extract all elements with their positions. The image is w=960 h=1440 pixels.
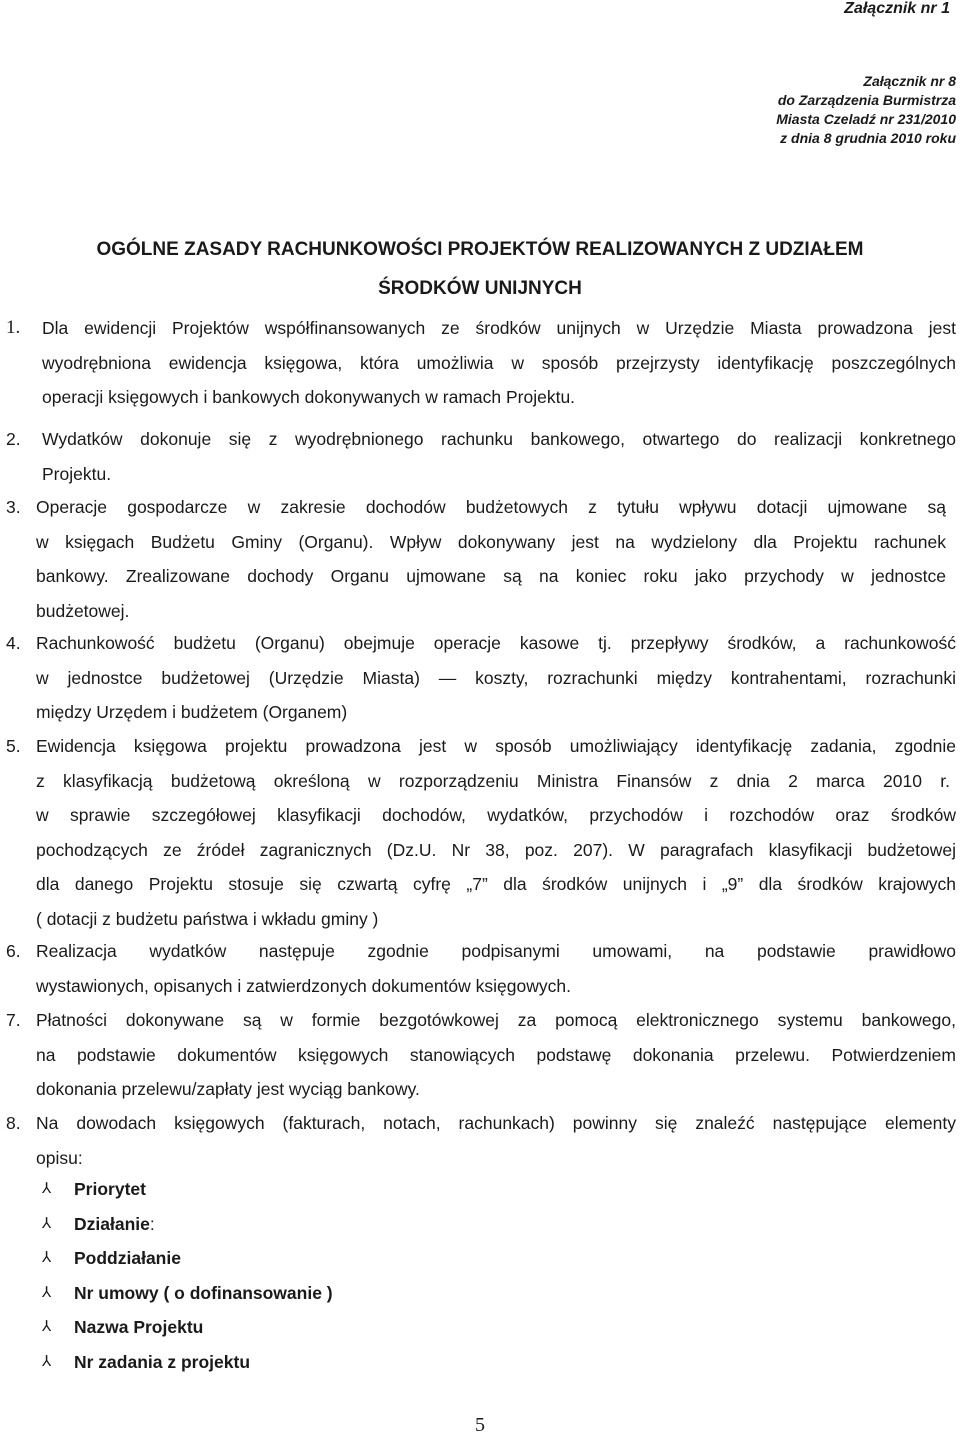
item-line: między Urzędem i budżetem (Organem) xyxy=(36,702,348,722)
annex-line: do Zarządzenia Burmistrza xyxy=(777,92,956,108)
item-line: na podstawie dokumentów księgowych stanowiących podstawę dokonania przelewu. Potwierdzeniem xyxy=(36,1044,956,1065)
item-line: budżetowej. xyxy=(36,600,130,621)
item-line: Projektu. xyxy=(42,463,112,484)
item-text xyxy=(36,1106,956,1175)
item-line: wyodrębniona ewidencja księgowa, która umożliwia w sposób przejrzysty identyfikację poszczególnych xyxy=(42,352,956,373)
item-line: dokonania przelewu/zapłaty jest wyciąg bankowy. xyxy=(36,1079,420,1099)
page-number: 5 xyxy=(475,1414,485,1436)
item-line: Wydatków dokonuje się z wyodrębnionego rachunku bankowego, otwartego do realizacji konkretnego xyxy=(42,429,956,449)
document-title-line-2: ŚRODKÓW UNIJNYCH xyxy=(378,278,582,299)
bullet-label: Priorytet xyxy=(74,1179,146,1199)
item-text xyxy=(42,422,956,491)
item-number: 8. xyxy=(6,1113,21,1133)
annex-block xyxy=(626,72,956,148)
item-line: Realizacja wydatków następuje zgodnie podpisanymi umowami, na podstawie prawidłowo xyxy=(36,941,956,961)
list-item xyxy=(42,1172,333,1207)
bullet-label: Nr zadania z projektu xyxy=(74,1351,251,1372)
item-line: w sprawie szczegółowej klasyfikacji dochodów, wydatków, przychodów i rozchodów oraz środków xyxy=(36,805,956,825)
item-line: Na dowodach księgowych (fakturach, notach, rachunkach) powinny się znaleźć następujące elementy xyxy=(36,1113,956,1133)
description-elements-list xyxy=(42,1172,333,1379)
item-text xyxy=(42,311,956,415)
bullet-icon: ⅄ xyxy=(42,1318,52,1335)
bullet-icon: ⅄ xyxy=(42,1249,52,1266)
annex-line: z dnia 8 grudnia 2010 roku xyxy=(780,130,956,146)
bullet-label: Nazwa Projektu xyxy=(74,1317,204,1337)
item-line: bankowy. Zrealizowane dochody Organu ujmowane są na koniec roku jako przychody w jednostce xyxy=(36,566,946,586)
item-line: w jednostce budżetowej (Urzędzie Miasta) — koszty, rozrachunki między kontrahentami, rozrachunki xyxy=(36,667,956,688)
item-line: ( dotacji z budżetu państwa i wkładu gminy ) xyxy=(36,908,379,929)
item-line: pochodzących ze źródeł zagranicznych (Dz.U. Nr 38, poz. 207). W paragrafach klasyfikacji budżetowej xyxy=(36,839,956,860)
bullet-label: Nr umowy ( o dofinansowanie ) xyxy=(74,1282,333,1303)
bullet-icon: ⅄ xyxy=(42,1180,52,1197)
item-line: wystawionych, opisanych i zatwierdzonych dokumentów księgowych. xyxy=(36,975,571,996)
annex-top-label: Załącznik nr 1 xyxy=(844,0,950,17)
item-text xyxy=(36,729,956,936)
annex-line: Miasta Czeladź nr 231/2010 xyxy=(776,111,956,127)
list-item xyxy=(42,1241,333,1276)
list-item xyxy=(42,1310,333,1345)
bullet-icon: ⅄ xyxy=(42,1283,52,1301)
item-text xyxy=(36,934,956,1003)
list-item: ⅄ Działanie: xyxy=(42,1207,333,1242)
item-line: Rachunkowość budżetu (Organu) obejmuje operacje kasowe tj. przepływy środków, a rachunkowość xyxy=(36,633,956,653)
bullet-icon: ⅄ xyxy=(42,1352,52,1370)
item-line: Płatności dokonywane są w formie bezgotówkowej za pomocą elektronicznego systemu bankowego, xyxy=(36,1010,956,1030)
item-line: opisu: xyxy=(36,1147,83,1168)
item-text xyxy=(36,1003,956,1107)
list-item xyxy=(42,1345,333,1380)
item-line: operacji księgowych i bankowych dokonywanych w ramach Projektu. xyxy=(42,387,576,407)
item-number: 3. xyxy=(6,497,21,517)
item-line: Operacje gospodarcze w zakresie dochodów budżetowych z tytułu wpływu dotacji ujmowane są xyxy=(36,497,946,517)
bullet-icon: ⅄ xyxy=(42,1214,52,1232)
item-line: z klasyfikacją budżetową określoną w rozporządzeniu Ministra Finansów z dnia 2 marca 2010 r. xyxy=(36,770,950,791)
annex-line: Załącznik nr 8 xyxy=(863,73,956,89)
item-line: Dla ewidencji Projektów współfinansowanych ze środków unijnych w Urzędzie Miasta prowadzona jest xyxy=(42,318,956,338)
item-text xyxy=(36,490,946,628)
item-line: w księgach Budżetu Gminy (Organu). Wpływ dokonywany jest na wydzielony dla Projektu rachunek xyxy=(36,531,946,552)
list-item xyxy=(42,1276,333,1311)
item-text xyxy=(36,626,956,730)
bullet-label: Działanie xyxy=(74,1213,150,1234)
item-number: 5. xyxy=(6,736,21,756)
document-title-line-1: OGÓLNE ZASADY RACHUNKOWOŚCI PROJEKTÓW REALIZOWANYCH Z UDZIAŁEM xyxy=(96,239,864,260)
item-line: Ewidencja księgowa projektu prowadzona jest w sposób umożliwiający identyfikację zadania, zgodnie xyxy=(36,736,956,756)
item-line: dla danego Projektu stosuje się czwartą cyfrę „7” dla środków unijnych i „9” dla środków krajowych xyxy=(36,874,956,894)
item-number: 2. xyxy=(6,429,21,449)
item-number: 6. xyxy=(6,941,21,961)
item-number: 4. xyxy=(6,633,21,653)
bullet-label: Poddziałanie xyxy=(74,1248,181,1268)
item-number: 7. xyxy=(6,1010,21,1030)
item-number: 1. xyxy=(6,317,21,338)
